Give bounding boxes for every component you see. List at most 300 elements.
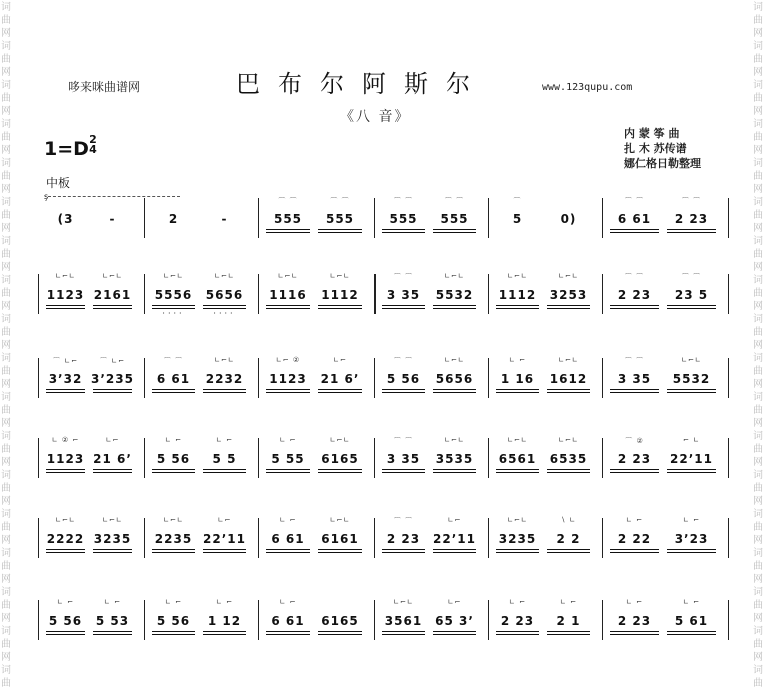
barline — [488, 198, 489, 238]
technique-mark: ∟⌐ — [447, 516, 462, 524]
beam-line — [610, 305, 659, 306]
watermark-char: 网 — [1, 184, 11, 195]
beam-line — [152, 631, 195, 632]
technique-mark: ∟⌐ — [333, 356, 347, 364]
watermark-char: 曲 — [753, 444, 763, 455]
note-group — [44, 436, 87, 486]
score-row — [38, 516, 728, 566]
barline — [38, 358, 39, 398]
beam-line — [382, 308, 425, 309]
watermark-char: 词 — [1, 587, 11, 598]
notes: 2 23 — [674, 212, 709, 226]
beam-line — [318, 552, 362, 553]
technique-mark: ⌒ ∟⌐ — [53, 357, 78, 365]
watermark-char: 曲 — [1, 15, 11, 26]
beam-line — [203, 305, 246, 306]
notes: 3ʼ23 — [674, 532, 709, 546]
technique-mark: ∟⌐∟ — [329, 436, 351, 444]
notes: 5532 — [672, 372, 711, 386]
repeat-barline — [374, 274, 376, 314]
beam-line — [547, 469, 590, 470]
beam-line — [46, 549, 85, 550]
notes: 2 2 — [556, 532, 581, 546]
notes: 5 55 — [271, 452, 305, 466]
notes: 22ʼ11 — [670, 452, 713, 466]
notes: 2222 — [46, 532, 85, 546]
note-group — [316, 196, 364, 246]
score-row — [38, 598, 728, 648]
beam-line — [203, 469, 246, 470]
watermark-char: 词 — [753, 236, 763, 247]
technique-mark: ⌒ ⌒ — [393, 273, 414, 281]
watermark-char: 词 — [753, 587, 763, 598]
watermark-char: 网 — [1, 28, 11, 39]
site-name: 哆来咪曲谱网 — [68, 80, 141, 94]
notes: 5 5 — [212, 452, 237, 466]
barline — [144, 274, 145, 314]
beam-line — [266, 305, 310, 306]
barline — [488, 438, 489, 478]
technique-mark: ⌒ ⌒ — [681, 273, 702, 281]
note-group — [316, 356, 364, 406]
beam-line — [266, 631, 310, 632]
watermark-char: 曲 — [1, 522, 11, 533]
technique-mark: ∟⌐∟ — [55, 516, 76, 524]
beam-line — [433, 308, 476, 309]
watermark-char: 网 — [753, 613, 763, 624]
beam-line — [152, 552, 195, 553]
note-group — [264, 196, 312, 246]
beam-line — [93, 549, 132, 550]
notes: 6 61 — [617, 212, 652, 226]
note-group — [608, 356, 661, 406]
beam-line — [547, 308, 590, 309]
beam-line — [433, 232, 476, 233]
technique-mark: ∟ ⌐ — [683, 598, 700, 606]
note-group — [431, 272, 478, 322]
watermark-left — [0, 0, 14, 692]
note-group — [201, 356, 248, 406]
note-group — [545, 196, 592, 246]
technique-mark: ∟⌐∟ — [277, 272, 299, 280]
notes: 3535 — [435, 452, 474, 466]
notes: 2 23 — [617, 452, 652, 466]
watermark-char: 网 — [753, 457, 763, 468]
watermark-char: 曲 — [1, 678, 11, 689]
time-signature — [88, 135, 98, 155]
note-group — [264, 436, 312, 486]
beam-line — [382, 392, 425, 393]
barline — [488, 274, 489, 314]
beam-line — [93, 469, 132, 470]
technique-mark: ⌒ ⌒ — [393, 197, 414, 205]
technique-mark: ⌒ ⌒ — [393, 437, 414, 445]
watermark-char: 网 — [753, 106, 763, 117]
time-bottom: 4 — [89, 143, 97, 156]
notes: 1116 — [269, 288, 307, 302]
watermark-char: 网 — [753, 67, 763, 78]
technique-mark: ∟ ⌐ — [279, 516, 297, 524]
watermark-char: 词 — [1, 2, 11, 13]
beam-line — [433, 392, 476, 393]
note-group — [665, 272, 718, 322]
notes: 22ʼ11 — [433, 532, 476, 546]
beam-line — [266, 552, 310, 553]
beam-line — [203, 392, 246, 393]
watermark-char: 词 — [1, 626, 11, 637]
beam-line — [610, 631, 659, 632]
beam-line — [667, 389, 716, 390]
notes: 1123 — [269, 372, 307, 386]
note-group — [380, 272, 427, 322]
watermark-char: 词 — [753, 626, 763, 637]
barline — [728, 518, 729, 558]
technique-mark: ∟ ⌐ — [560, 598, 577, 606]
beam-line — [93, 472, 132, 473]
beam-line — [667, 469, 716, 470]
technique-mark: ⌒ ⌒ — [624, 197, 645, 205]
beam-line — [382, 469, 425, 470]
notes: 2 23 — [617, 614, 652, 628]
note-group — [665, 356, 718, 406]
credit-line: 娜仁格日勒整理 — [624, 157, 701, 170]
note-group — [201, 516, 248, 566]
watermark-char: 词 — [753, 197, 763, 208]
watermark-char: 曲 — [753, 15, 763, 26]
beam-line — [382, 229, 425, 230]
watermark-char: 词 — [1, 80, 11, 91]
watermark-char: 曲 — [753, 288, 763, 299]
barline — [258, 600, 259, 640]
watermark-char: 词 — [753, 41, 763, 52]
technique-mark: ⌒ — [513, 197, 522, 205]
watermark-char: 曲 — [753, 93, 763, 104]
watermark-char: 曲 — [1, 483, 11, 494]
beam-line — [318, 469, 362, 470]
credits — [624, 126, 701, 171]
technique-mark: ∟⌐ — [447, 598, 462, 606]
notes: (3 — [57, 212, 74, 226]
tempo-marking: 中板 — [46, 176, 71, 190]
beam-line — [203, 472, 246, 473]
beam-line — [266, 308, 310, 309]
technique-mark: ∟⌐ — [217, 516, 232, 524]
notes: 2235 — [154, 532, 193, 546]
technique-mark: ∟⌐∟ — [393, 598, 414, 606]
note-group — [608, 516, 661, 566]
beam-line — [610, 552, 659, 553]
beam-line — [433, 472, 476, 473]
watermark-char: 网 — [1, 67, 11, 78]
beam-line — [266, 229, 310, 230]
barline — [38, 274, 39, 314]
beam-line — [93, 392, 132, 393]
key-tonic: 1=D — [44, 138, 89, 160]
watermark-char: 词 — [753, 314, 763, 325]
watermark-char: 网 — [1, 652, 11, 663]
watermark-char: 网 — [1, 379, 11, 390]
note-group — [431, 356, 478, 406]
beam-line — [610, 392, 659, 393]
note-group — [608, 272, 661, 322]
technique-mark: ∟ ⌐ — [104, 598, 121, 606]
beam-line — [382, 472, 425, 473]
watermark-char: 网 — [1, 496, 11, 507]
watermark-char: 曲 — [753, 405, 763, 416]
note-group — [545, 598, 592, 648]
beam-line — [46, 308, 85, 309]
note-group — [44, 598, 87, 648]
notes: 2 23 — [617, 288, 652, 302]
beam-line — [667, 392, 716, 393]
technique-mark: ∟⌐∟ — [558, 272, 579, 280]
barline — [488, 518, 489, 558]
beam-line — [318, 308, 362, 309]
beam-line — [382, 631, 425, 632]
barline — [144, 198, 145, 238]
watermark-char: 词 — [1, 665, 11, 676]
notes: 6165 — [321, 614, 359, 628]
beam-line — [610, 232, 659, 233]
notes: 3 35 — [386, 452, 421, 466]
beam-line — [152, 392, 195, 393]
song-title: 巴布尔阿斯尔 — [236, 70, 488, 98]
watermark-char: 网 — [753, 262, 763, 273]
barline — [728, 198, 729, 238]
technique-mark: ⌒ ⌒ — [444, 197, 465, 205]
beam-line — [496, 308, 539, 309]
note-group — [201, 598, 248, 648]
note-group — [44, 516, 87, 566]
notes: 1123 — [46, 288, 85, 302]
watermark-char: 网 — [1, 262, 11, 273]
note-group — [91, 516, 134, 566]
beam-line — [496, 392, 539, 393]
notes: - — [109, 212, 116, 226]
notes: 3ʼ32 — [48, 372, 83, 386]
barline — [38, 518, 39, 558]
watermark-char: 网 — [1, 535, 11, 546]
notes: 5 56 — [156, 452, 191, 466]
beam-line — [433, 549, 476, 550]
watermark-char: 曲 — [753, 678, 763, 689]
notes: 1 16 — [500, 372, 535, 386]
note-group — [608, 436, 661, 486]
note-group — [494, 516, 541, 566]
score-row — [38, 356, 728, 406]
watermark-char: 曲 — [753, 132, 763, 143]
technique-mark: ∟⌐ ② — [275, 356, 301, 364]
watermark-char: 网 — [753, 223, 763, 234]
technique-mark: ∟⌐ — [105, 436, 120, 444]
barline — [144, 438, 145, 478]
note-group — [608, 598, 661, 648]
note-group — [316, 436, 364, 486]
watermark-char: 词 — [1, 392, 11, 403]
watermark-char: 曲 — [1, 93, 11, 104]
note-group — [316, 516, 364, 566]
notes: 3235 — [93, 532, 132, 546]
beam-line — [610, 308, 659, 309]
technique-mark: ∟⌐∟ — [214, 272, 235, 280]
note-group — [91, 356, 134, 406]
technique-mark: ⌒ ∟⌐ — [100, 357, 125, 365]
barline — [602, 438, 603, 478]
barline — [374, 518, 375, 558]
watermark-char: 网 — [1, 106, 11, 117]
note-group — [201, 272, 248, 322]
notes: 21 6ʼ — [320, 372, 360, 386]
notes: 2 22 — [617, 532, 652, 546]
notes: 2232 — [205, 372, 244, 386]
note-group — [431, 196, 478, 246]
beam-line — [266, 232, 310, 233]
beam-line — [266, 472, 310, 473]
beam-line — [667, 472, 716, 473]
beam-line — [496, 634, 539, 635]
watermark-char: 词 — [1, 353, 11, 364]
barline — [258, 438, 259, 478]
watermark-char: 曲 — [1, 561, 11, 572]
note-group — [545, 436, 592, 486]
technique-mark: ∟⌐∟ — [558, 356, 579, 364]
beam-line — [152, 389, 195, 390]
watermark-char: 曲 — [1, 639, 11, 650]
technique-mark: ⌒ ⌒ — [624, 357, 645, 365]
technique-mark: ∟⌐∟ — [507, 272, 528, 280]
watermark-char: 词 — [753, 470, 763, 481]
note-group — [494, 436, 541, 486]
watermark-char: 网 — [1, 457, 11, 468]
watermark-char: 网 — [753, 28, 763, 39]
beam-line — [667, 305, 716, 306]
note-group — [150, 598, 197, 648]
beam-line — [46, 552, 85, 553]
beam-line — [610, 549, 659, 550]
technique-mark: ∟ ⌐ — [165, 436, 182, 444]
beam-line — [318, 232, 362, 233]
notes: 2 — [168, 212, 179, 226]
watermark-char: 曲 — [753, 522, 763, 533]
barline — [144, 600, 145, 640]
note-group — [316, 272, 364, 322]
note-group — [44, 356, 87, 406]
notes: 5532 — [435, 288, 474, 302]
beam-line — [203, 552, 246, 553]
watermark-char: 词 — [753, 119, 763, 130]
watermark-char: 曲 — [753, 561, 763, 572]
watermark-char: 网 — [753, 184, 763, 195]
beam-line — [667, 549, 716, 550]
watermark-char: 曲 — [1, 327, 11, 338]
technique-mark: ∟ ⌐ — [216, 598, 233, 606]
watermark-char: 词 — [753, 2, 763, 13]
note-group — [665, 598, 718, 648]
beam-line — [93, 552, 132, 553]
notes: 21 6ʼ — [93, 452, 132, 466]
technique-mark: ∟ ⌐ — [165, 598, 182, 606]
credit-line: 内 蒙 筝 曲 — [624, 127, 680, 140]
notes: 6 61 — [271, 532, 305, 546]
notes: 555 — [389, 212, 418, 226]
technique-mark: ∟ ⌐ — [279, 598, 297, 606]
watermark-char: 词 — [753, 80, 763, 91]
note-group — [201, 196, 248, 246]
watermark-char: 词 — [753, 158, 763, 169]
technique-mark: ⌒ ⌒ — [681, 197, 702, 205]
notes: 22ʼ11 — [203, 532, 246, 546]
beam-line — [46, 631, 85, 632]
beam-line — [433, 631, 476, 632]
technique-mark: ∟⌐∟ — [444, 272, 465, 280]
beam-line — [93, 308, 132, 309]
note-group — [91, 436, 134, 486]
notes: 5 56 — [48, 614, 83, 628]
barline — [38, 438, 39, 478]
note-group — [494, 272, 541, 322]
site-url[interactable]: www.123qupu.com — [542, 82, 633, 93]
technique-mark: ∟⌐∟ — [329, 272, 351, 280]
technique-mark: ∟ ⌐ — [683, 516, 700, 524]
barline — [602, 600, 603, 640]
beam-line — [610, 634, 659, 635]
beam-line — [610, 469, 659, 470]
beam-line — [318, 634, 362, 635]
note-group — [431, 598, 478, 648]
beam-line — [266, 392, 310, 393]
technique-mark: ⌒ ⌒ — [393, 357, 414, 365]
beam-line — [433, 634, 476, 635]
notes: 0) — [560, 212, 577, 226]
barline — [374, 600, 375, 640]
beam-line — [318, 392, 362, 393]
note-group — [665, 436, 718, 486]
watermark-char: 词 — [753, 353, 763, 364]
watermark-char: 网 — [1, 223, 11, 234]
notes: 555 — [273, 212, 303, 226]
watermark-char: 曲 — [753, 600, 763, 611]
beam-line — [382, 549, 425, 550]
watermark-char: 曲 — [1, 405, 11, 416]
watermark-char: 网 — [753, 652, 763, 663]
watermark-char: 词 — [1, 431, 11, 442]
beam-line — [318, 305, 362, 306]
technique-mark: ⌒ ⌒ — [330, 197, 350, 205]
technique-mark: ∟⌐∟ — [214, 356, 235, 364]
notes: 3561 — [384, 614, 423, 628]
technique-mark: ∟ ⌐ — [626, 516, 643, 524]
note-group — [665, 196, 718, 246]
watermark-char: 词 — [753, 509, 763, 520]
note-group — [431, 436, 478, 486]
notes: 5556 — [154, 288, 193, 302]
notes: 5656 — [205, 288, 244, 302]
beam-line — [667, 552, 716, 553]
barline — [258, 198, 259, 238]
notes: 65 3ʼ — [435, 614, 474, 628]
beam-line — [547, 631, 590, 632]
beam-line — [547, 552, 590, 553]
beam-line — [496, 472, 539, 473]
beam-line — [152, 472, 195, 473]
notes: 5 53 — [95, 614, 130, 628]
technique-mark: ∖ ∟ — [560, 516, 577, 524]
beam-line — [46, 389, 85, 390]
score-row — [38, 196, 728, 246]
note-group — [150, 356, 197, 406]
score-row — [38, 436, 728, 486]
watermark-right — [752, 0, 766, 692]
